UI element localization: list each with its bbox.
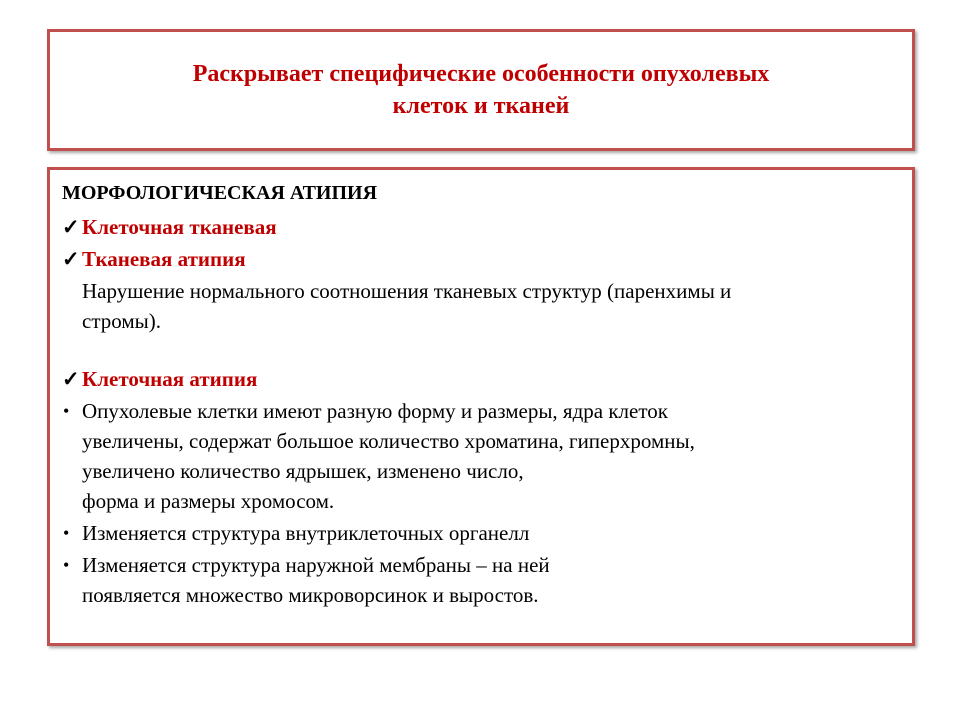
slide-title: Раскрывает специфические особенности опухолевых клеток и тканей: [192, 61, 770, 119]
title-box: [47, 29, 915, 151]
checkmark-icon: ✓: [62, 215, 80, 239]
bullet-text: Опухолевые клетки имеют разную форму и размеры, ядра клеток увеличены, содержат большое количество хроматина, гиперхромны, увеличено количество ядрышек, изменено число, форма и размеры хромосом.: [82, 399, 695, 513]
content-body: [62, 178, 898, 612]
bullet-icon: •: [63, 523, 70, 543]
bullet-item: [62, 518, 898, 548]
bullet-item: [62, 396, 898, 516]
bullet-text: Изменяется структура внутриклеточных органелл: [82, 521, 530, 545]
check-item-cellular-tissue: [62, 212, 898, 242]
check-item-cellular-atypia: [62, 364, 898, 394]
section-heading: МОРФОЛОГИЧЕСКАЯ АТИПИЯ: [62, 182, 378, 204]
check-item-tissue-atypia: [62, 244, 898, 274]
check-item-label: Клеточная тканевая: [82, 215, 277, 239]
tissue-atypia-description: Нарушение нормального соотношения тканевых структур (паренхимы и стромы).: [82, 279, 732, 333]
bullet-icon: •: [63, 401, 70, 421]
checkmark-icon: ✓: [62, 367, 80, 391]
content-box: [47, 167, 915, 646]
bullet-icon: •: [63, 555, 70, 575]
bullet-item: [62, 550, 898, 610]
bullet-text: Изменяется структура наружной мембраны – на ней появляется множество микроворсинок и выростов.: [82, 553, 550, 607]
check-item-label: Клеточная атипия: [82, 367, 258, 391]
spacer: [62, 336, 898, 364]
check-item-label: Тканевая атипия: [82, 247, 246, 271]
checkmark-icon: ✓: [62, 247, 80, 271]
